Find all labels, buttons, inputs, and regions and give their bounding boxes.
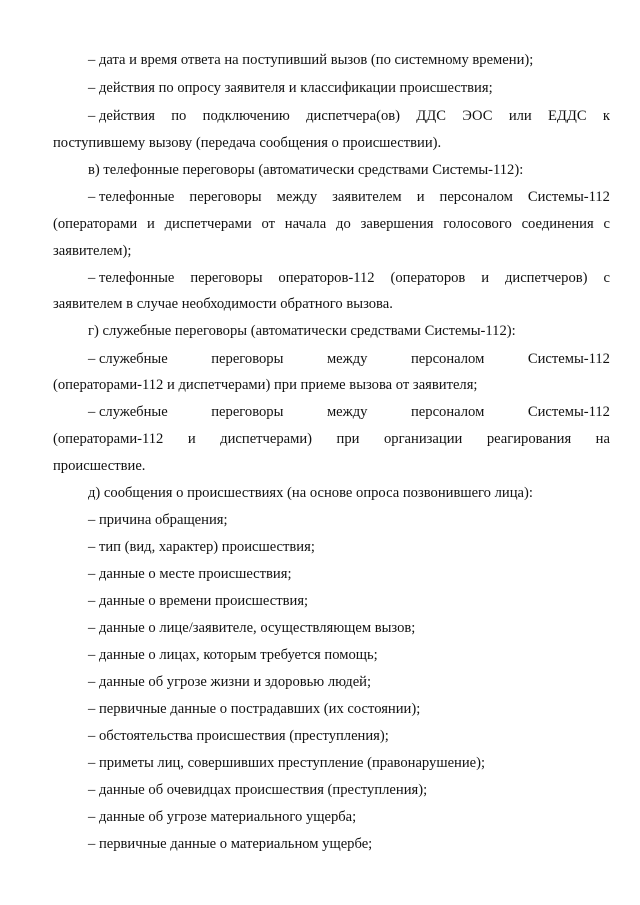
word: завершения bbox=[360, 216, 434, 232]
word: и bbox=[146, 216, 155, 232]
list-item: – тип (вид, характер) происшествия; bbox=[88, 539, 315, 555]
list-item: – данные о месте происшествия; bbox=[88, 566, 292, 582]
word: диспетчерами bbox=[164, 216, 252, 232]
word: голосового bbox=[443, 216, 512, 232]
word: ЭОС bbox=[462, 108, 493, 124]
word: – служебные bbox=[88, 404, 168, 420]
word: соединения bbox=[521, 216, 594, 232]
word: персоналом bbox=[439, 189, 513, 205]
word: реагирования bbox=[486, 431, 572, 447]
word: (операторами-112 bbox=[53, 431, 164, 447]
word: от bbox=[261, 216, 275, 232]
word: переговоры bbox=[211, 351, 284, 367]
word: персоналом bbox=[411, 351, 485, 367]
list-item: – обстоятельства происшествия (преступления); bbox=[88, 728, 389, 744]
text-line-justified bbox=[53, 430, 610, 448]
word: с bbox=[603, 270, 610, 286]
list-item: – данные о лицах, которым требуется помощь; bbox=[88, 647, 378, 663]
list-item: – данные об угрозе жизни и здоровью людей; bbox=[88, 674, 372, 690]
word: (операторами bbox=[53, 216, 138, 232]
word: переговоры bbox=[211, 404, 284, 420]
word: – действия bbox=[88, 108, 155, 124]
list-item: – первичные данные о материальном ущербе; bbox=[88, 836, 373, 852]
word: – служебные bbox=[88, 351, 168, 367]
text-line: заявителем); bbox=[53, 243, 132, 259]
word: операторов-112 bbox=[278, 270, 375, 286]
word: ЕДДС bbox=[548, 108, 587, 124]
text-line-justified bbox=[88, 107, 610, 125]
word: переговоры bbox=[189, 189, 262, 205]
text-line: д) сообщения о происшествиях (на основе опроса позвонившего лица): bbox=[88, 485, 533, 501]
word: или bbox=[508, 108, 532, 124]
word: – телефонные bbox=[88, 270, 175, 286]
list-item: – данные об очевидцах происшествия (преступления); bbox=[88, 782, 428, 798]
list-item: – причина обращения; bbox=[88, 512, 228, 528]
list-item: – данные о времени происшествия; bbox=[88, 593, 309, 609]
word: диспетчеров) bbox=[504, 270, 588, 286]
text-line: в) телефонные переговоры (автоматически средствами Системы-112): bbox=[88, 162, 524, 178]
word: персоналом bbox=[411, 404, 485, 420]
word: переговоры bbox=[190, 270, 263, 286]
text-line: г) служебные переговоры (автоматически средствами Системы-112): bbox=[88, 323, 516, 339]
word: по bbox=[171, 108, 187, 124]
word: на bbox=[595, 431, 610, 447]
word: между bbox=[326, 351, 368, 367]
word: заявителем bbox=[332, 189, 402, 205]
word: – телефонные bbox=[88, 189, 175, 205]
word: Системы-112 bbox=[527, 404, 610, 420]
text-line-justified bbox=[53, 215, 610, 233]
text-line: заявителем в случае необходимости обратного вызова. bbox=[53, 296, 393, 312]
word: к bbox=[602, 108, 610, 124]
word: подключению bbox=[202, 108, 290, 124]
text-line: поступившему вызову (передача сообщения о происшествии). bbox=[53, 135, 442, 151]
word: организации bbox=[383, 431, 463, 447]
text-line-justified bbox=[88, 350, 610, 368]
word: и bbox=[481, 270, 490, 286]
word: и bbox=[187, 431, 196, 447]
word: диспетчера(ов) bbox=[306, 108, 400, 124]
word: Системы-112 bbox=[527, 351, 610, 367]
text-line: – действия по опросу заявителя и классификации происшествия; bbox=[88, 80, 493, 96]
list-item: – данные о лице/заявителе, осуществляющем вызов; bbox=[88, 620, 416, 636]
word: ДДС bbox=[416, 108, 446, 124]
word: и bbox=[416, 189, 425, 205]
word: начала bbox=[284, 216, 327, 232]
text-line-justified bbox=[88, 269, 610, 287]
text-line: (операторами-112 и диспетчерами) при приеме вызова от заявителя; bbox=[53, 377, 478, 393]
word: диспетчерами) bbox=[220, 431, 313, 447]
word: Системы-112 bbox=[527, 189, 610, 205]
word: при bbox=[336, 431, 360, 447]
word: до bbox=[336, 216, 351, 232]
text-line: происшествие. bbox=[53, 458, 146, 474]
list-item: – приметы лиц, совершивших преступление (правонарушение); bbox=[88, 755, 486, 771]
text-line: – дата и время ответа на поступивший вызов (по системному времени); bbox=[88, 52, 534, 68]
text-line-justified bbox=[88, 403, 610, 421]
word: между bbox=[276, 189, 318, 205]
list-item: – первичные данные о пострадавших (их состоянии); bbox=[88, 701, 421, 717]
word: (операторов bbox=[390, 270, 466, 286]
text-line-justified bbox=[88, 188, 610, 206]
word: с bbox=[603, 216, 610, 232]
word: между bbox=[326, 404, 368, 420]
list-item: – данные об угрозе материального ущерба; bbox=[88, 809, 357, 825]
